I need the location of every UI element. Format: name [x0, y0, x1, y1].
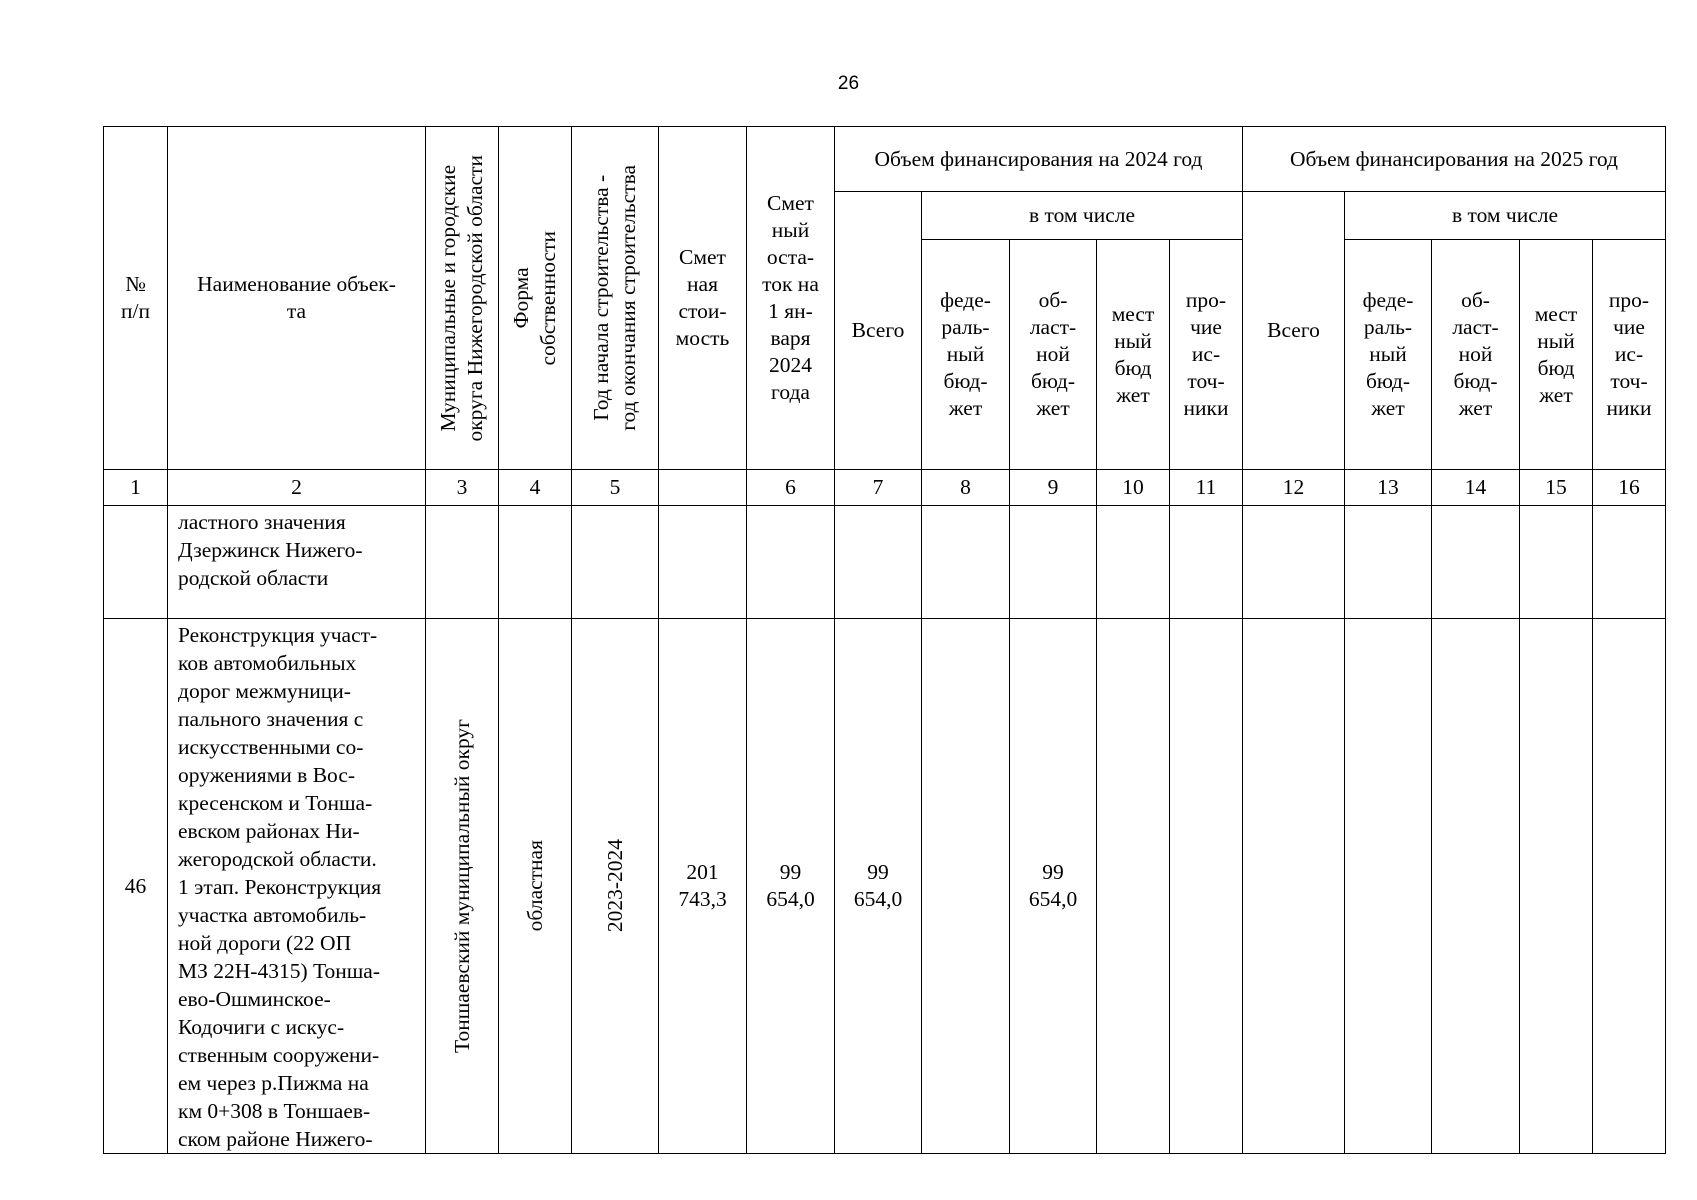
header-local-2025: мест ный бюд жет	[1520, 240, 1593, 470]
row-estimated-cost	[659, 506, 747, 619]
row-regional-2024	[1010, 506, 1097, 619]
row-regional-2025	[1432, 619, 1520, 1154]
column-number: 5	[572, 470, 659, 506]
row-ownership	[499, 506, 572, 619]
header-federal-2025: феде- раль- ный бюд- жет	[1345, 240, 1432, 470]
row-local-2025	[1520, 506, 1593, 619]
row-ownership-label: областная	[522, 840, 547, 932]
column-number: 9	[1010, 470, 1097, 506]
page-number: 26	[837, 73, 860, 94]
row-other-2025	[1593, 619, 1666, 1154]
header-total-2024: Всего	[835, 192, 922, 470]
financing-table	[103, 126, 1666, 1154]
header-ownership-label: Форма собственности	[509, 230, 560, 366]
row-other-2024	[1170, 619, 1243, 1154]
row-num	[104, 506, 168, 619]
row-municipality	[426, 506, 499, 619]
header-regional-2024: об- ласт- ной бюд- жет	[1010, 240, 1097, 470]
row-local-2025	[1520, 619, 1593, 1154]
row-local-2024	[1097, 506, 1170, 619]
column-number: 4	[499, 470, 572, 506]
header-estimated-balance: Смет ный оста- ток на 1 ян- варя 2024 года	[747, 127, 835, 470]
header-row-1	[104, 127, 1666, 192]
column-number: 13	[1345, 470, 1432, 506]
header-including-2025: в том числе	[1345, 192, 1666, 240]
column-number: 8	[922, 470, 1010, 506]
header-ownership	[499, 127, 572, 470]
row-other-2025	[1593, 506, 1666, 619]
row-object-name: Реконструкция участ- ков автомобильных дорог межмуници- пального значения с искусственными со- оружениями в Вос- кресенском и Тонша- евском районах Ни- жегородской области. 1 этап. Реконструкция участка автомобиль- ной дороги (22 ОП МЗ 22Н-4315) Тонша- ево-Ошминское- Кодочиги с искус- ственным сооружени- ем через р.Пижма на км 0+308 в Тоншаев- ском районе Нижего-	[168, 619, 426, 1154]
header-regional-2025: об- ласт- ной бюд- жет	[1432, 240, 1520, 470]
column-number	[659, 470, 747, 506]
row-local-2024	[1097, 619, 1170, 1154]
row-years-label: 2023-2024	[602, 839, 627, 933]
row-municipality	[426, 619, 499, 1154]
header-municipality	[426, 127, 499, 470]
column-number: 1	[104, 470, 168, 506]
row-estimated-balance	[747, 506, 835, 619]
row-federal-2024	[922, 619, 1010, 1154]
column-number: 15	[1520, 470, 1593, 506]
row-object-name: ластного значения Дзержинск Нижего- родской области	[168, 506, 426, 619]
column-number: 6	[747, 470, 835, 506]
header-num: № п/п	[104, 127, 168, 470]
column-number: 10	[1097, 470, 1170, 506]
header-estimated-cost: Смет ная стои- мость	[659, 127, 747, 470]
row-municipality-label: Тоншаевский муниципальный округ	[449, 718, 474, 1054]
header-other-2024: про- чие ис- точ- ники	[1170, 240, 1243, 470]
header-local-2024: мест ный бюд жет	[1097, 240, 1170, 470]
header-including-2024: в том числе	[922, 192, 1243, 240]
column-number: 11	[1170, 470, 1243, 506]
row-total-2025	[1243, 506, 1345, 619]
header-funding-2025: Объем финансирования на 2025 год	[1243, 127, 1666, 192]
row-years	[572, 506, 659, 619]
header-municipality-label: Муниципальные и городские округа Нижегородской области	[436, 154, 487, 442]
row-ownership	[499, 619, 572, 1154]
row-total-2024: 99 654,0	[835, 619, 922, 1154]
column-number-row	[104, 470, 1666, 506]
header-total-2025: Всего	[1243, 192, 1345, 470]
header-other-2025: про- чие ис- точ- ники	[1593, 240, 1666, 470]
header-funding-2024: Объем финансирования на 2024 год	[835, 127, 1243, 192]
row-years	[572, 619, 659, 1154]
row-estimated-cost: 201 743,3	[659, 619, 747, 1154]
table-row	[104, 506, 1666, 619]
column-number: 16	[1593, 470, 1666, 506]
row-other-2024	[1170, 506, 1243, 619]
row-total-2025	[1243, 619, 1345, 1154]
column-number: 14	[1432, 470, 1520, 506]
row-estimated-balance: 99 654,0	[747, 619, 835, 1154]
column-number: 2	[168, 470, 426, 506]
header-federal-2024: феде- раль- ный бюд- жет	[922, 240, 1010, 470]
column-number: 3	[426, 470, 499, 506]
table-row	[104, 619, 1666, 1154]
row-federal-2024	[922, 506, 1010, 619]
column-number: 12	[1243, 470, 1345, 506]
header-years-label: Год начала строительства - год окончания строительства	[589, 165, 640, 431]
column-number: 7	[835, 470, 922, 506]
row-total-2024	[835, 506, 922, 619]
row-num: 46	[104, 619, 168, 1154]
row-federal-2025	[1345, 619, 1432, 1154]
row-federal-2025	[1345, 506, 1432, 619]
header-name: Наименование объек- та	[168, 127, 426, 470]
header-years	[572, 127, 659, 470]
row-regional-2025	[1432, 506, 1520, 619]
row-regional-2024: 99 654,0	[1010, 619, 1097, 1154]
